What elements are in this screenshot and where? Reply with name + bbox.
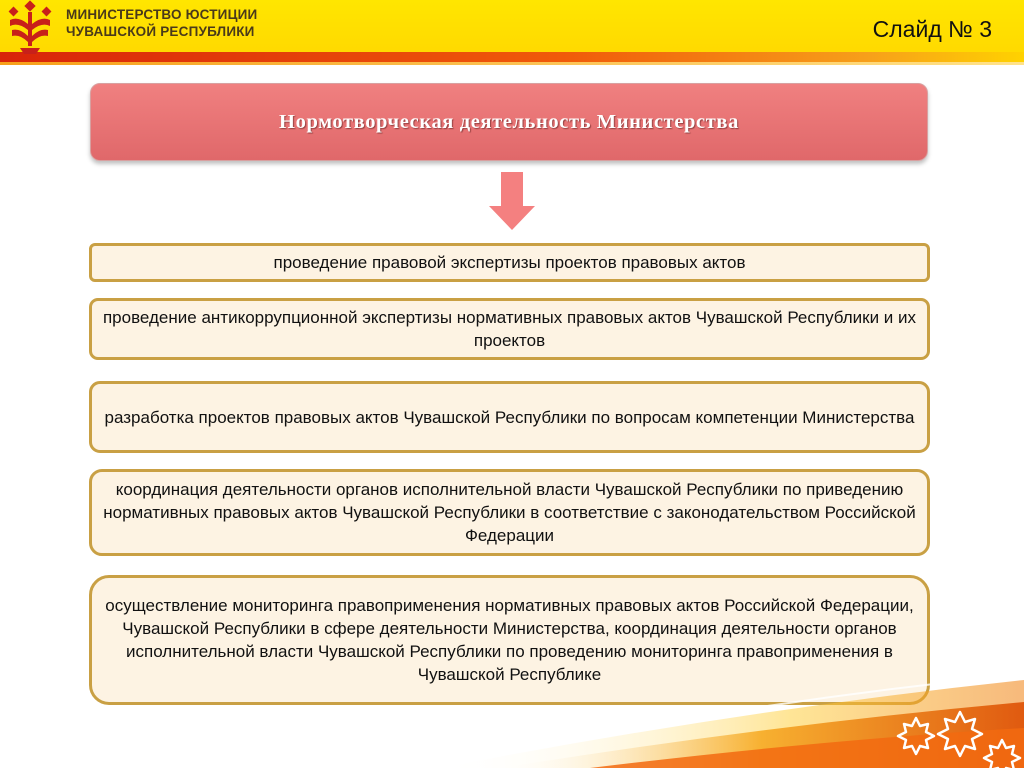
list-item xyxy=(89,381,930,453)
list-item-text: координация деятельности органов исполнительной власти Чувашской Республики по приведению нормативных правовых актов Чувашской Республики в соответствие с законодательством Российской Федерации xyxy=(103,480,916,545)
list-item xyxy=(89,469,930,556)
list-item-text: осуществление мониторинга правоприменения нормативных правовых актов Российской Федерации, Чувашской Республики в сфере деятельности Министерства, координация деятельности органов исполнительной власти Чувашской Республики по проведению мониторинга правоприменения в Чувашской Республике xyxy=(105,596,914,684)
header-stripe xyxy=(0,52,1024,62)
header-stripe-light xyxy=(0,62,1024,65)
decorative-swoosh xyxy=(440,640,1024,768)
list-item-text: проведение правовой экспертизы проектов правовых актов xyxy=(273,253,746,272)
title-box xyxy=(90,83,928,161)
organization-name xyxy=(66,6,257,40)
list-item-text: проведение антикоррупционной экспертизы нормативных правовых актов Чувашской Республики и их проектов xyxy=(102,308,917,350)
slide-number: Слайд № 3 xyxy=(872,16,992,42)
list-item-text: разработка проектов правовых актов Чувашской Республики по вопросам компетенции Министерства xyxy=(104,407,915,427)
chuvash-emblem-icon xyxy=(2,0,58,56)
org-name-line1: МИНИСТЕРСТВО ЮСТИЦИИ xyxy=(66,7,258,22)
list-item xyxy=(89,298,930,360)
slide-title: Нормотворческая деятельность Министерства xyxy=(279,110,739,133)
org-name-line2: ЧУВАШСКОЙ РЕСПУБЛИКИ xyxy=(66,24,255,39)
list-item xyxy=(89,243,930,282)
down-arrow-icon xyxy=(487,170,537,232)
